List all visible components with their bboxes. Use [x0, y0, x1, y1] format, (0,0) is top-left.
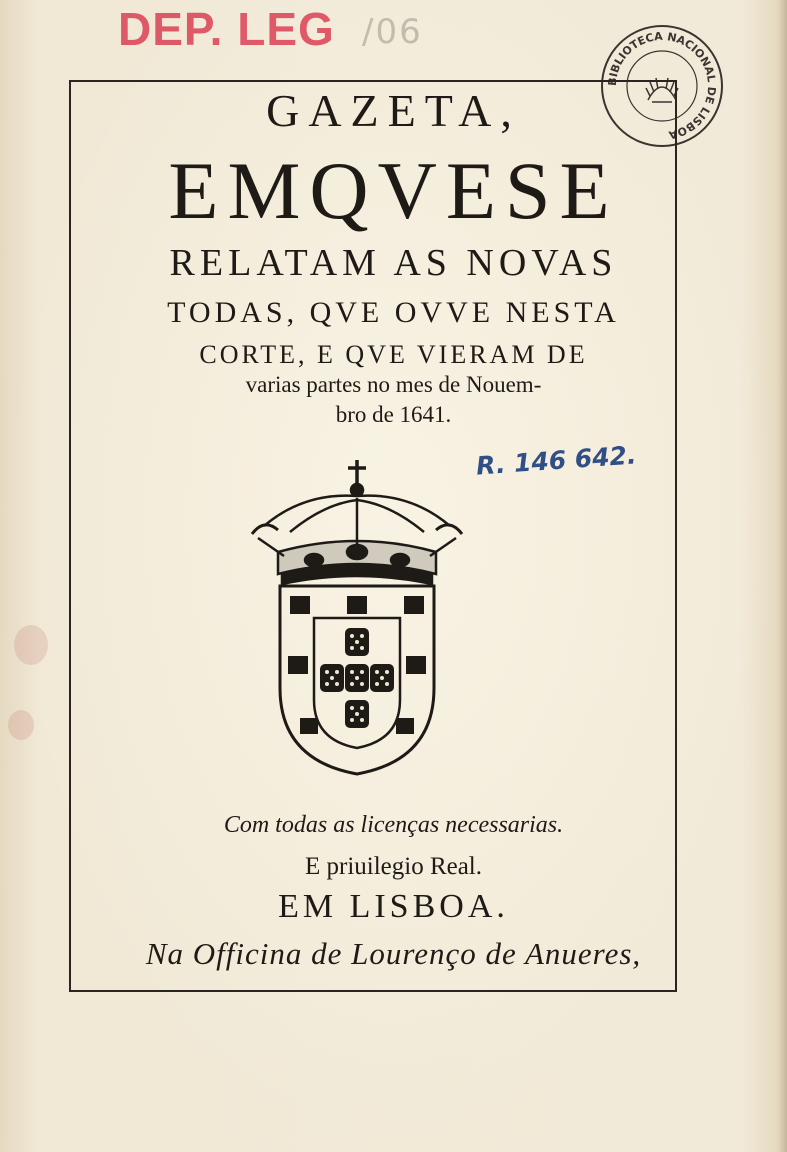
paper-stain: [8, 710, 34, 740]
pencil-annotation: /06: [362, 12, 423, 52]
title-line-relatam: RELATAM AS NOVAS: [169, 242, 618, 284]
title-line-gazeta: GAZETA,: [266, 85, 521, 136]
imprint-place: EM LISBOA.: [278, 888, 509, 925]
imprint-privilege: E priuilegio Real.: [304, 853, 483, 880]
title-line-varias: varias partes no mes de Nouem-: [245, 372, 542, 397]
title-line-emqvese: EMQVESE: [168, 145, 619, 236]
title-line-todas: TODAS, QVE OVVE NESTA: [167, 296, 620, 329]
royal-coat-of-arms-icon: [244, 456, 470, 782]
imprint-licenses: Com todas as licenças necessarias.: [223, 812, 564, 838]
title-line-date: bro de 1641.: [335, 402, 452, 427]
seal-text: BIBLIOTECA NACIONAL DE LISBOA: [605, 29, 719, 142]
handwritten-call-number: R. 146 642.: [475, 440, 638, 481]
library-deposit-stamp: DEP. LEG: [118, 3, 335, 55]
imprint-printer: Na Officina de Lourenço de Anueres,: [145, 936, 642, 971]
paper-stain: [14, 625, 48, 665]
title-line-corte: CORTE, E QVE VIERAM DE: [199, 340, 588, 369]
